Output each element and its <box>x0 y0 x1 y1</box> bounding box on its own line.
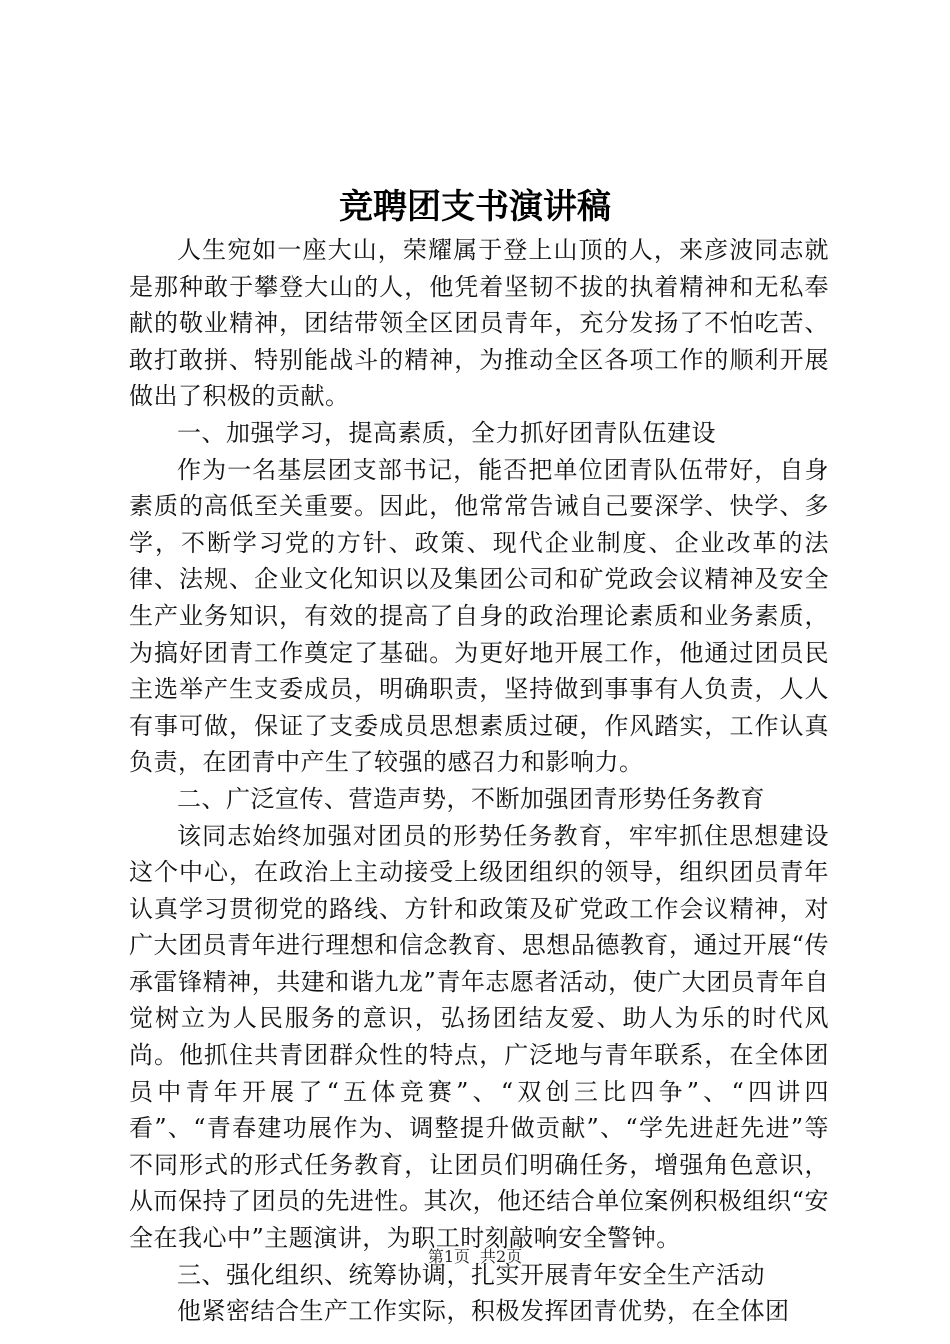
paragraph-section-1: 作为一名基层团支部书记，能否把单位团青队伍带好，自身素质的高低至关重要。因此，他常常告诫自己要深学、快学、多学，不断学习党的方针、政策、现代企业制度、企业改革的法律、法规、企业文化知识以及集团公司和矿党政会议精神及安全生产业务知识，有效的提高了自身的政治理论素质和业务素质，为搞好团青工作奠定了基础。为更好地开展工作，他通过团员民主选举产生支委成员，明确职责，坚持做到事事有人负责，人人有事可做，保证了支委成员思想素质过硬，作风踏实，工作认真负责，在团青中产生了较强的感召力和影响力。 <box>129 455 829 777</box>
page-footer <box>0 1245 950 1269</box>
document-body <box>129 232 829 1330</box>
section-heading-1: 一、加强学习，提高素质，全力抓好团青队伍建设 <box>177 418 716 447</box>
document-title: 竞聘团支书演讲稿 <box>339 187 611 227</box>
paragraph-section-2: 该同志始终加强对团员的形势任务教育，牢牢抓住思想建设这个中心，在政治上主动接受上级团组织的领导，组织团员青年认真学习贯彻党的路线、方针和政策及矿党政工作会议精神，对广大团员青年进行理想和信念教育、思想品德教育，通过开展“传承雷锋精神，共建和谐九龙”青年志愿者活动，使广大团员青年自觉树立为人民服务的意识，弘扬团结友爱、助人为乐的时代风尚。他抓住共青团群众性的特点，广泛地与青年联系，在全体团员中青年开展了“五体竞赛”、“双创三比四争”、“四讲四看”、“青春建功展作为、调整提升做贡献”、“学先进赶先进”等不同形式的形式任务教育，让团员们明确任务，增强角色意识，从而保持了团员的先进性。其次，他还结合单位案例积极组织“安全在我心中”主题演讲，为职工时刻敲响安全警钟。 <box>129 821 829 1253</box>
paragraph-section-3: 他紧密结合生产工作实际，积极发挥团青优势，在全体团 <box>177 1297 790 1326</box>
section-heading-2: 二、广泛宣传、营造声势，不断加强团青形势任务教育 <box>177 784 765 813</box>
page-number: 第1页 <box>427 1247 470 1266</box>
page-total: 共2页 <box>480 1247 523 1266</box>
section-heading-3: 三、强化组织、统筹协调，扎实开展青年安全生产活动 <box>177 1260 765 1289</box>
paragraph-intro: 人生宛如一座大山，荣耀属于登上山顶的人，来彦波同志就是那种敢于攀登大山的人，他凭着坚韧不拔的执着精神和无私奉献的敬业精神，团结带领全区团员青年，充分发扬了不怕吃苦、敢打敢拼、特别能战斗的精神，为推动全区各项工作的顺利开展做出了积极的贡献。 <box>129 236 829 411</box>
